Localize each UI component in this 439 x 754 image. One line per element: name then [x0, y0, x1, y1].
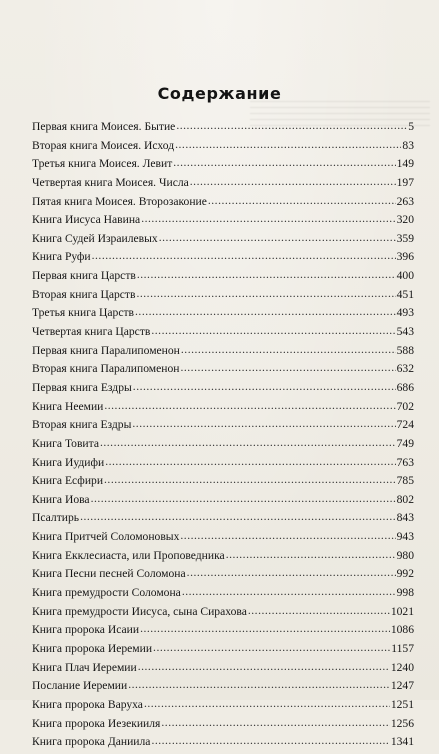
toc-entry-page-number: 843 [396, 511, 414, 525]
toc-entry-title: Книга Судей Израилевых [32, 231, 158, 245]
toc-entry-page-number: 320 [396, 213, 414, 227]
toc-entry-page-number: 83 [402, 138, 414, 152]
dot-leader [136, 287, 395, 300]
toc-entry-title: Книга Руфи [32, 250, 91, 264]
dot-leader [80, 510, 396, 523]
dot-leader [248, 604, 390, 617]
toc-entry-page-number: 493 [396, 306, 414, 320]
toc-entry-title: Первая книга Ездры [32, 380, 132, 394]
toc-entry-page-number: 1240 [390, 660, 414, 674]
toc-entry-page-number: 5 [408, 120, 414, 133]
toc-entry-title: Вторая книга Паралипоменон [32, 362, 180, 376]
toc-entry [32, 567, 414, 586]
toc-entry-page-number: 1157 [391, 641, 414, 655]
dot-leader [153, 641, 390, 654]
dot-leader [144, 697, 390, 710]
dot-leader [140, 622, 390, 635]
toc-entry-title: Первая книга Моисея. Бытие [32, 120, 176, 133]
toc-entry [32, 679, 414, 698]
toc-entry-page-number: 686 [396, 380, 414, 394]
dot-leader [187, 566, 396, 579]
dot-leader [208, 194, 396, 207]
toc-entry-page-number: 702 [396, 399, 414, 413]
toc-entry-title: Книга премудрости Иисуса, сына Сирахова [32, 604, 247, 618]
page-title: Содержание [157, 84, 282, 103]
toc-entry [32, 139, 414, 158]
toc-entry [32, 120, 414, 139]
toc-entry-page-number: 980 [396, 548, 414, 562]
dot-leader [104, 399, 395, 412]
toc-entry-title: Книга Иова [32, 492, 90, 506]
toc-entry-title: Книга Плач Иеремии [32, 660, 137, 674]
dot-leader [173, 156, 395, 169]
toc-entry-title: Четвертая книга Моисея. Числа [32, 175, 189, 189]
dot-leader [135, 305, 396, 318]
toc-entry-page-number: 197 [396, 175, 414, 189]
toc-entry [32, 157, 414, 176]
toc-entry-page-number: 396 [396, 250, 414, 264]
toc-entry [32, 605, 414, 624]
dot-leader [190, 175, 396, 188]
toc-entry-page-number: 785 [396, 474, 414, 488]
toc-entry-page-number: 1256 [390, 716, 414, 730]
dot-leader [151, 324, 395, 337]
dot-leader [176, 119, 407, 132]
toc-entry-page-number: 992 [396, 567, 414, 581]
dot-leader [182, 585, 396, 598]
toc-entry [32, 698, 414, 717]
dot-leader [137, 268, 396, 281]
dot-leader [132, 417, 395, 430]
toc-entry-page-number: 943 [396, 530, 414, 544]
dot-leader [138, 660, 390, 673]
toc-entry-page-number: 632 [396, 362, 414, 376]
toc-entry [32, 511, 414, 530]
toc-entry [32, 717, 414, 736]
toc-entry-page-number: 763 [396, 455, 414, 469]
toc-entry-page-number: 724 [396, 418, 414, 432]
toc-entry-title: Пятая книга Моисея. Второзаконие [32, 194, 207, 208]
toc-entry [32, 213, 414, 232]
toc-entry-title: Книга Есфири [32, 474, 104, 488]
toc-entry [32, 232, 414, 251]
toc-entry-title: Книга Иудифи [32, 455, 105, 469]
toc-entry [32, 288, 414, 307]
toc-entry-title: Вторая книга Ездры [32, 418, 132, 432]
toc-entry-title: Третья книга Моисея. Левит [32, 157, 173, 171]
toc-entry-title: Книга Товита [32, 436, 99, 450]
dot-leader [159, 231, 396, 244]
toc-entry-page-number: 1247 [390, 679, 414, 693]
toc-entry [32, 623, 414, 642]
toc-entry-page-number: 400 [396, 269, 414, 283]
toc-entry-title: Послание Иеремии [32, 679, 128, 693]
toc-entry [32, 642, 414, 661]
toc-entry [32, 344, 414, 363]
dot-leader [161, 716, 389, 729]
toc-entry [32, 195, 414, 214]
toc-entry-title: Книга пророка Исаии [32, 623, 140, 637]
toc-entry-title: Третья книга Царств [32, 306, 135, 320]
dot-leader [180, 361, 395, 374]
toc-entry-page-number: 451 [396, 287, 414, 301]
toc-entry-page-number: 359 [396, 231, 414, 245]
toc-entry-page-number: 588 [396, 343, 414, 357]
toc-entry [32, 306, 414, 325]
toc-entry [32, 530, 414, 549]
toc-entry [32, 474, 414, 493]
toc-entry-page-number: 263 [396, 194, 414, 208]
dot-leader [151, 734, 389, 747]
toc-entry-page-number: 802 [396, 492, 414, 506]
dot-leader [226, 548, 396, 561]
toc-entry-title: Первая книга Царств [32, 269, 136, 283]
toc-entry-page-number: 1086 [390, 623, 414, 637]
toc-entry-title: Вторая книга Царств [32, 287, 136, 301]
toc-entry-page-number: 543 [396, 325, 414, 339]
toc-entry-page-number: 749 [396, 436, 414, 450]
toc-entry-title: Книга пророка Иеремии [32, 641, 153, 655]
toc-entry [32, 269, 414, 288]
toc-entry-page-number: 998 [396, 586, 414, 600]
toc-entry [32, 400, 414, 419]
toc-entry [32, 381, 414, 400]
toc-entry [32, 176, 414, 195]
dot-leader [104, 473, 396, 486]
toc-entry [32, 735, 414, 754]
toc-entry-title: Книга Неемии [32, 399, 104, 413]
dot-leader [91, 492, 396, 505]
toc-entry [32, 493, 414, 512]
dot-leader [180, 529, 395, 542]
toc-entry [32, 586, 414, 605]
toc-entry-title: Книга Екклесиаста, или Проповедника [32, 548, 225, 562]
toc-entry [32, 661, 414, 680]
dot-leader [141, 212, 395, 225]
dot-leader [133, 380, 396, 393]
toc-entry-title: Первая книга Паралипоменон [32, 343, 180, 357]
toc-entry-title: Книга премудрости Соломона [32, 586, 181, 600]
toc-entry-title: Четвертая книга Царств [32, 325, 151, 339]
dot-leader [175, 138, 401, 151]
toc-entry-title: Книга пророка Варуха [32, 697, 143, 711]
toc-entry-page-number: 1341 [390, 735, 414, 749]
toc-entry-title: Книга Иисуса Навина [32, 213, 141, 227]
dot-leader [92, 249, 396, 262]
toc-entry-page-number: 1021 [390, 604, 414, 618]
toc-entry-title: Книга пророка Иезекииля [32, 716, 161, 730]
toc-entry [32, 456, 414, 475]
dot-leader [181, 343, 396, 356]
dot-leader [128, 678, 390, 691]
toc-entry-title: Книга Песни песней Соломона [32, 567, 186, 581]
toc-entry [32, 418, 414, 437]
dot-leader [105, 455, 395, 468]
toc-entry-title: Книга Притчей Соломоновых [32, 530, 180, 544]
toc-entry [32, 325, 414, 344]
toc-entry-title: Книга пророка Даниила [32, 735, 151, 749]
toc-entry-title: Вторая книга Моисея. Исход [32, 138, 175, 152]
toc-entry-page-number: 1251 [390, 697, 414, 711]
toc-entry [32, 250, 414, 269]
toc-entry-title: Псалтирь [32, 511, 80, 525]
toc-entry [32, 362, 414, 381]
toc-entry-page-number: 149 [396, 157, 414, 171]
table-of-contents [32, 120, 414, 754]
dot-leader [100, 436, 396, 449]
toc-entry [32, 549, 414, 568]
toc-entry [32, 437, 414, 456]
